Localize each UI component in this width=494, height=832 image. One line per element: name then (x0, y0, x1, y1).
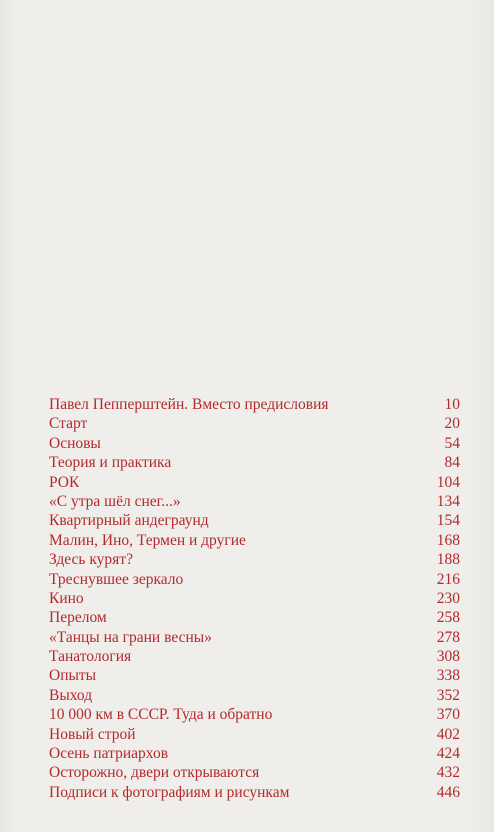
toc-entry-page: 134 (436, 492, 460, 510)
toc-entry (49, 434, 460, 453)
toc-entry (49, 414, 460, 433)
toc-entry (49, 453, 460, 472)
toc-entry (49, 705, 460, 724)
toc-entry (49, 511, 460, 530)
toc-entry-title: Малин, Ино, Термен и другие (49, 531, 246, 549)
toc-entry (49, 763, 460, 782)
toc-entry-title: Кино (49, 589, 84, 607)
toc-entry-title: Основы (49, 434, 101, 452)
toc-entry (49, 570, 460, 589)
toc-entry-page: 352 (436, 686, 460, 704)
toc-entry-page: 154 (436, 512, 460, 530)
toc-entry-title: Танатология (49, 648, 132, 666)
toc-entry-title: 10 000 км в СССР. Туда и обратно (49, 706, 273, 724)
toc-entry (49, 531, 460, 550)
toc-entry-page: 402 (436, 725, 460, 743)
toc-entry-title: «Танцы на грани весны» (49, 628, 212, 646)
toc-entry-page: 370 (436, 706, 460, 724)
toc-entry-title: Теория и практика (49, 454, 172, 472)
toc-entry-page: 84 (444, 454, 460, 472)
toc-entry-title: Здесь курят? (49, 551, 133, 569)
toc-entry (49, 725, 460, 744)
toc-entry-title: Квартирный андеграунд (49, 512, 209, 530)
toc-entry-title: Павел Пепперштейн. Вместо предисловия (49, 396, 329, 413)
toc-entry (49, 608, 460, 627)
toc-entry-title: Старт (49, 415, 88, 433)
toc-entry-page: 216 (436, 570, 460, 588)
toc-entry (49, 473, 460, 492)
toc-entry-page: 10 (444, 396, 460, 413)
toc-entry-title: Осень патриархов (49, 745, 169, 763)
table-of-contents (49, 395, 460, 802)
toc-entry-page: 424 (436, 745, 460, 763)
toc-entry (49, 686, 460, 705)
toc-entry (49, 666, 460, 685)
toc-entry-page: 168 (436, 531, 460, 549)
toc-entry-title: РОК (49, 473, 80, 491)
toc-entry-page: 54 (444, 434, 460, 452)
toc-entry-page: 446 (436, 783, 460, 801)
toc-entry (49, 550, 460, 569)
toc-entry (49, 783, 460, 802)
toc-entry-title: Новый строй (49, 725, 136, 743)
toc-entry-title: Перелом (49, 609, 107, 627)
toc-entry (49, 395, 460, 414)
toc-entry-page: 432 (436, 764, 460, 782)
toc-entry-title: «С утра шёл снег...» (49, 492, 181, 510)
toc-entry (49, 589, 460, 608)
toc-entry-page: 338 (436, 667, 460, 685)
toc-entry-page: 278 (436, 628, 460, 646)
toc-entry-title: Подписи к фотографиям и рисункам (49, 783, 290, 801)
toc-entry-page: 104 (436, 473, 460, 491)
toc-entry-title: Треснувшее зеркало (49, 570, 184, 588)
toc-entry-title: Выход (49, 686, 93, 704)
toc-entry (49, 628, 460, 647)
toc-entry (49, 744, 460, 763)
toc-entry-page: 230 (436, 589, 460, 607)
toc-entry-page: 188 (436, 551, 460, 569)
toc-entry-title: Опыты (49, 667, 97, 685)
toc-entry-page: 258 (436, 609, 460, 627)
toc-entry-title: Осторожно, двери открываются (49, 764, 260, 782)
toc-entry-page: 308 (436, 648, 460, 666)
toc-entry (49, 647, 460, 666)
toc-entry (49, 492, 460, 511)
toc-entry-page: 20 (444, 415, 460, 433)
